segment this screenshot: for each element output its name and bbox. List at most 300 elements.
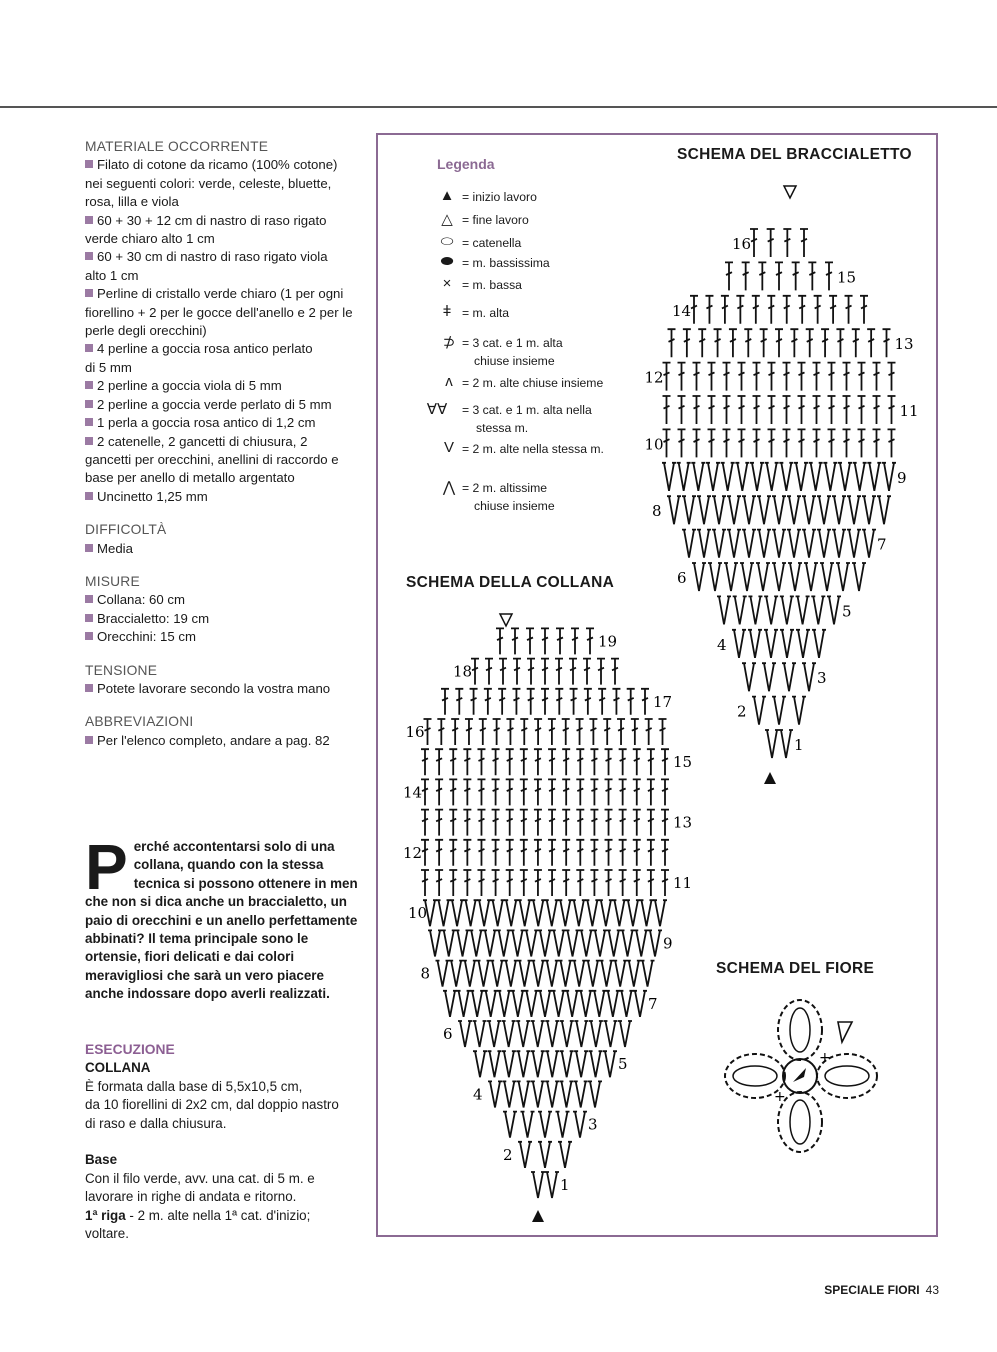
legend-text: = inizio lavoro	[462, 190, 537, 204]
stitch-mark	[867, 329, 875, 357]
stitch-mark	[506, 749, 514, 775]
stitch-mark	[421, 779, 429, 805]
stitch-mark	[809, 463, 823, 491]
schema-braccialetto-title: SCHEMA DEL BRACCIALETTO	[677, 146, 912, 163]
row-number-label: 13	[673, 813, 693, 832]
stitch-mark	[548, 779, 556, 805]
stitch-mark	[589, 1021, 603, 1047]
materiale-text: 4 perline a goccia rosa antico perlato	[97, 341, 313, 357]
legend-text: = 2 m. altissime	[462, 481, 547, 495]
stitch-mark	[712, 496, 726, 524]
stitch-mark	[873, 363, 881, 391]
stitch-mark	[555, 689, 563, 715]
stitch-mark	[772, 697, 786, 725]
stitch-mark	[545, 1021, 559, 1047]
stitch-mark	[576, 810, 584, 836]
row-number-label: 16	[405, 723, 425, 741]
stitch-mark	[473, 1021, 487, 1047]
stitch-mark	[798, 296, 806, 324]
stitch-mark	[491, 900, 505, 926]
stitch-mark	[503, 1112, 517, 1138]
stitch-mark	[572, 961, 586, 987]
stitch-mark	[607, 930, 621, 956]
stitch-mark	[556, 1112, 570, 1138]
legend-symbol-icon: ▲	[439, 187, 455, 204]
stitch-mark	[647, 749, 655, 775]
stitch-mark	[633, 779, 641, 805]
stitch-mark	[775, 262, 783, 290]
stitch-mark	[742, 262, 750, 290]
stitch-mark	[572, 900, 586, 926]
stitch-mark	[590, 749, 598, 775]
stitch-mark	[524, 930, 538, 956]
stitch-mark	[492, 840, 500, 866]
materiale-text: gancetti per orecchini, anellini di raccordo e	[85, 451, 339, 467]
stitch-mark	[843, 396, 851, 424]
collana-subheading: COLLANA	[85, 1060, 151, 1076]
stitch-mark	[613, 961, 627, 987]
legend-text: = 2 m. alte chiuse insieme	[462, 376, 604, 390]
stitch-mark	[783, 363, 791, 391]
row-number-label: 7	[877, 535, 887, 554]
stitch-mark	[661, 779, 669, 805]
materiale-text: 2 perline a goccia viola di 5 mm	[97, 378, 282, 394]
stitch-mark	[488, 1081, 502, 1107]
stitch-mark	[545, 1051, 559, 1077]
stitch-mark	[560, 1021, 574, 1047]
stitch-mark	[605, 749, 613, 775]
stitch-mark	[723, 396, 731, 424]
row-number-label: 18	[453, 662, 473, 681]
stitch-mark	[520, 840, 528, 866]
stitch-mark	[499, 659, 507, 685]
stitch-mark	[779, 463, 793, 491]
stitch-mark	[858, 363, 866, 391]
stitch-mark	[526, 628, 534, 654]
stitch-mark	[788, 563, 802, 591]
riga-label: 1ª riga	[85, 1207, 126, 1223]
row-number-label: 19	[598, 632, 618, 651]
stitch-mark	[435, 810, 443, 836]
stitch-mark	[882, 463, 896, 491]
stitch-mark	[723, 363, 731, 391]
stitch-mark	[574, 1051, 588, 1077]
stitch-mark	[538, 1112, 552, 1138]
stitch-mark	[783, 396, 791, 424]
stitch-mark	[603, 1051, 617, 1077]
start-triangle-icon	[532, 1210, 544, 1222]
stitch-mark	[705, 296, 713, 324]
stitch-mark	[436, 961, 450, 987]
row-number-label: 12	[403, 843, 423, 862]
tensione-value: Potete lavorare secondo la vostra mano	[97, 680, 331, 696]
row-number-label: 1	[560, 1176, 570, 1194]
stitch-mark	[589, 719, 597, 745]
stitch-mark	[569, 659, 577, 685]
stitch-mark	[693, 429, 701, 457]
stitch-mark	[796, 630, 810, 658]
stitch-mark	[820, 563, 834, 591]
stitch-mark	[545, 961, 559, 987]
stitch-mark	[458, 1021, 472, 1047]
legend-symbol-icon: ∀∀	[426, 401, 448, 418]
stitch-mark	[520, 870, 528, 896]
row-number-label: 1	[794, 736, 804, 754]
start-triangle-icon	[764, 772, 776, 784]
misure-collana: Collana: 60 cm	[97, 592, 185, 608]
end-triangle-icon	[500, 614, 512, 626]
stitch-mark	[663, 429, 671, 457]
stitch-mark	[597, 659, 605, 685]
row-number-label: 16	[732, 235, 752, 253]
stitch-mark	[589, 1051, 603, 1077]
stitch-mark	[479, 719, 487, 745]
stitch-mark	[692, 563, 706, 591]
stitch-mark	[451, 719, 459, 745]
stitch-mark	[562, 749, 570, 775]
stitch-mark	[619, 749, 627, 775]
stitch-mark	[813, 363, 821, 391]
stitch-mark	[584, 689, 592, 715]
materiale-text: perle degli orecchini)	[85, 323, 207, 339]
stitch-mark	[621, 930, 635, 956]
materiale-text: 2 catenelle, 2 gancetti di chiusura, 2	[97, 433, 308, 449]
stitch-mark	[762, 663, 776, 691]
stitch-mark	[541, 628, 549, 654]
legend-symbol-icon: ⋀	[442, 479, 456, 496]
stitch-mark	[611, 659, 619, 685]
stitch-mark	[748, 596, 762, 624]
stitch-mark	[708, 429, 716, 457]
end-triangle-icon	[838, 1022, 852, 1042]
stitch-mark	[847, 496, 861, 524]
stitch-mark	[862, 530, 876, 558]
exec-line: È formata dalla base di 5,5x10,5 cm,	[85, 1078, 303, 1094]
row-number-label: 4	[473, 1085, 483, 1104]
stitch-mark	[725, 262, 733, 290]
stitch-mark	[633, 991, 647, 1017]
stitch-mark	[828, 429, 836, 457]
abbreviazioni-heading: ABBREVIAZIONI	[85, 714, 194, 730]
stitch-mark	[449, 840, 457, 866]
stitch-mark	[548, 719, 556, 745]
stitch-mark	[497, 930, 511, 956]
stitch-mark	[641, 961, 655, 987]
stitch-mark	[798, 396, 806, 424]
stitch-mark	[736, 296, 744, 324]
stitch-mark	[817, 530, 831, 558]
stitch-mark	[574, 1021, 588, 1047]
base-subheading: Base	[85, 1152, 118, 1168]
stitch-mark	[558, 1142, 572, 1168]
stitch-mark	[733, 596, 747, 624]
materiale-text: 60 + 30 cm di nastro di raso rigato viola	[97, 249, 328, 265]
page-number: 43	[925, 1283, 939, 1297]
stitch-mark	[463, 840, 471, 866]
end-triangle-icon	[784, 186, 796, 198]
stitch-mark	[437, 719, 445, 745]
stitch-mark	[752, 296, 760, 324]
drop-cap: P	[85, 831, 128, 903]
stitch-mark	[521, 1112, 535, 1138]
stitch-mark	[548, 840, 556, 866]
stitch-mark	[545, 900, 559, 926]
stitch-mark	[631, 719, 639, 745]
stitch-mark	[619, 810, 627, 836]
materiale-text: alto 1 cm	[85, 267, 139, 283]
stitch-mark	[576, 749, 584, 775]
legend-text: = m. bassa	[462, 278, 522, 292]
stitch-mark	[806, 329, 814, 357]
stitch-mark	[738, 396, 746, 424]
esecuzione-heading: ESECUZIONE	[85, 1042, 175, 1057]
stitch-mark	[605, 779, 613, 805]
row-number-label: 14	[403, 783, 423, 802]
stitch-mark	[516, 1021, 530, 1047]
stitch-mark	[511, 991, 525, 1017]
stitch-mark	[455, 689, 463, 715]
difficolta-heading: DIFFICOLTÀ	[85, 522, 167, 538]
stitch-mark	[562, 840, 570, 866]
stitch-mark	[586, 628, 594, 654]
stitch-mark	[888, 429, 896, 457]
petal-right-inner	[825, 1066, 869, 1086]
stitch-mark	[757, 496, 771, 524]
schema-collana-title: SCHEMA DELLA COLLANA	[406, 574, 615, 591]
legend-text: chiuse insieme	[474, 354, 555, 368]
petal-top	[778, 1000, 822, 1060]
row-number-label: 11	[899, 402, 919, 420]
stitch-mark	[562, 810, 570, 836]
stitch-mark	[772, 563, 786, 591]
stitch-mark	[463, 779, 471, 805]
stitch-mark	[798, 363, 806, 391]
stitch-mark	[562, 719, 570, 745]
petal-top-inner	[790, 1008, 810, 1052]
stitch-mark	[487, 1051, 501, 1077]
stitch-mark	[548, 870, 556, 896]
stitch-mark	[502, 1051, 516, 1077]
stitch-mark	[612, 689, 620, 715]
stitch-mark	[524, 991, 538, 1017]
stitch-mark	[421, 810, 429, 836]
stitch-mark	[633, 840, 641, 866]
row-number-label: 10	[408, 904, 428, 923]
stitch-mark	[641, 689, 649, 715]
page-footer	[824, 1283, 939, 1297]
stitch-mark	[490, 961, 504, 987]
stitch-mark	[800, 229, 808, 257]
stitch-mark	[487, 1021, 501, 1047]
legend-text: = 3 cat. e 1 m. alta nella	[462, 403, 592, 417]
row-number-label: 17	[653, 692, 673, 711]
materiale-text: 2 perline a goccia verde perlato di 5 mm	[97, 396, 332, 412]
stitch-mark	[740, 563, 754, 591]
materiale-text: fiorellino + 2 per le gocce dell'anello e 2 per le	[85, 304, 353, 320]
materiale-text: 60 + 30 + 12 cm di nastro di raso rigato	[97, 212, 327, 228]
stitch-mark	[571, 628, 579, 654]
stitch-mark	[727, 530, 741, 558]
stitch-mark	[768, 429, 776, 457]
stitch-mark	[888, 363, 896, 391]
materiale-heading: MATERIALE OCCORRENTE	[85, 139, 269, 154]
stitch-mark	[541, 659, 549, 685]
stitch-mark	[836, 563, 850, 591]
materiale-text: rosa, lilla e viola	[85, 194, 179, 210]
stitch-mark	[497, 991, 511, 1017]
stitch-mark	[843, 429, 851, 457]
stitch-mark	[783, 429, 791, 457]
stitch-mark	[520, 749, 528, 775]
stitch-mark	[750, 463, 764, 491]
stitch-mark	[804, 563, 818, 591]
stitch-mark	[477, 779, 485, 805]
stitch-mark	[764, 630, 778, 658]
stitch-mark	[708, 396, 716, 424]
stitch-mark	[518, 900, 532, 926]
stitch-mark	[534, 749, 542, 775]
stitch-mark	[661, 749, 669, 775]
stitch-mark	[618, 1021, 632, 1047]
stitch-mark	[562, 870, 570, 896]
stitch-mark	[606, 991, 620, 1017]
misure-braccialetto: Braccialetto: 19 cm	[97, 610, 210, 626]
stitch-mark	[612, 900, 626, 926]
stitch-mark	[678, 429, 686, 457]
stitch-mark	[752, 697, 766, 725]
stitch-mark	[667, 496, 681, 524]
stitch-mark	[659, 719, 667, 745]
stitch-mark	[435, 779, 443, 805]
stitch-mark	[772, 530, 786, 558]
stitch-mark	[693, 396, 701, 424]
stitch-mark	[852, 329, 860, 357]
stitch-mark	[603, 719, 611, 745]
stitch-mark	[435, 870, 443, 896]
stitch-mark	[883, 329, 891, 357]
legend-symbol-icon: V	[443, 439, 454, 456]
stitch-mark	[780, 630, 794, 658]
stitch-mark	[678, 363, 686, 391]
stitch-mark	[443, 991, 457, 1017]
stitch-mark	[424, 719, 432, 745]
stitch-mark	[619, 991, 633, 1017]
stitch-mark	[450, 900, 464, 926]
stitch-mark	[852, 563, 866, 591]
riga-text: - 2 m. alte nella 1ª cat. d'inizio;	[125, 1207, 311, 1223]
stitch-mark	[768, 396, 776, 424]
stitch-mark	[648, 930, 662, 956]
row-number-label: 15	[837, 268, 857, 287]
stitch-mark	[860, 296, 868, 324]
stitch-mark	[449, 810, 457, 836]
stitch-mark	[758, 262, 766, 290]
stitch-mark	[782, 663, 796, 691]
stitch-mark	[721, 296, 729, 324]
intro-text: erché accontentarsi solo di una collana, quando con la stessa tecnica si possono ottenere in men che non si dica anche un braccialetto, un paio di orecchini e un anello perfettamente abbinati? Il tema principale sono le ortensie, fiori delicati e dai colori meravigliosi che sarà un vero piacere anche indossare dopo averli realizzati.	[85, 839, 358, 1002]
stitch-mark	[619, 870, 627, 896]
stitch-mark	[541, 689, 549, 715]
stitch-mark	[579, 991, 593, 1017]
stitch-mark	[633, 749, 641, 775]
stitch-mark	[738, 429, 746, 457]
stitch-mark	[697, 496, 711, 524]
stitch-mark	[565, 991, 579, 1017]
stitch-mark	[579, 930, 593, 956]
stitch-mark	[590, 840, 598, 866]
stitch-mark	[506, 840, 514, 866]
stitch-mark	[661, 840, 669, 866]
row-number-label: 9	[663, 934, 673, 953]
stitch-mark	[605, 870, 613, 896]
row-number-label: 2	[737, 702, 747, 721]
stitch-mark	[545, 1172, 559, 1198]
stitch-mark	[814, 296, 822, 324]
stitch-mark	[750, 229, 758, 257]
stitch-mark	[534, 719, 542, 745]
stitch-mark	[477, 749, 485, 775]
stitch-mark	[441, 689, 449, 715]
stitch-mark	[708, 363, 716, 391]
stitch-mark	[477, 840, 485, 866]
stitch-mark	[504, 961, 518, 987]
stitch-mark	[517, 1081, 531, 1107]
stitch-mark	[760, 329, 768, 357]
stitch-mark	[619, 779, 627, 805]
stitch-mark	[662, 463, 676, 491]
stitch-mark	[647, 840, 655, 866]
stitch-mark	[708, 563, 722, 591]
stitch-mark	[527, 689, 535, 715]
stitch-mark	[470, 991, 484, 1017]
stitch-mark	[825, 262, 833, 290]
cross-mark: +	[819, 1050, 831, 1066]
materiale-text: 1 perla a goccia rosa antico di 1,2 cm	[97, 415, 316, 431]
schema-fiore-title: SCHEMA DEL FIORE	[716, 960, 875, 977]
exec-line: voltare.	[85, 1226, 129, 1242]
stitch-mark	[858, 396, 866, 424]
stitch-mark	[548, 810, 556, 836]
stitch-mark	[534, 779, 542, 805]
stitch-mark	[828, 396, 836, 424]
stitch-mark	[802, 530, 816, 558]
stitch-mark	[477, 900, 491, 926]
stitch-mark	[764, 596, 778, 624]
stitch-mark	[645, 719, 653, 745]
row-number-label: 3	[817, 669, 827, 688]
stitch-mark	[599, 900, 613, 926]
stitch-mark	[605, 840, 613, 866]
exec-line: di raso e dalla chiusura.	[85, 1115, 227, 1131]
stitch-mark	[853, 463, 867, 491]
stitch-mark	[862, 496, 876, 524]
stitch-mark	[585, 900, 599, 926]
stitch-mark	[483, 930, 497, 956]
stitch-mark	[463, 870, 471, 896]
stitch-mark	[732, 630, 746, 658]
stitch-mark	[492, 749, 500, 775]
stitch-mark	[504, 900, 518, 926]
stitch-mark	[576, 870, 584, 896]
stitch-mark	[617, 719, 625, 745]
row-number-label: 9	[897, 468, 907, 487]
stitch-mark	[560, 1051, 574, 1077]
stitch-mark	[464, 900, 478, 926]
stitch-mark	[626, 900, 640, 926]
stitch-mark	[583, 659, 591, 685]
stitch-mark	[639, 900, 653, 926]
stitch-mark	[534, 810, 542, 836]
